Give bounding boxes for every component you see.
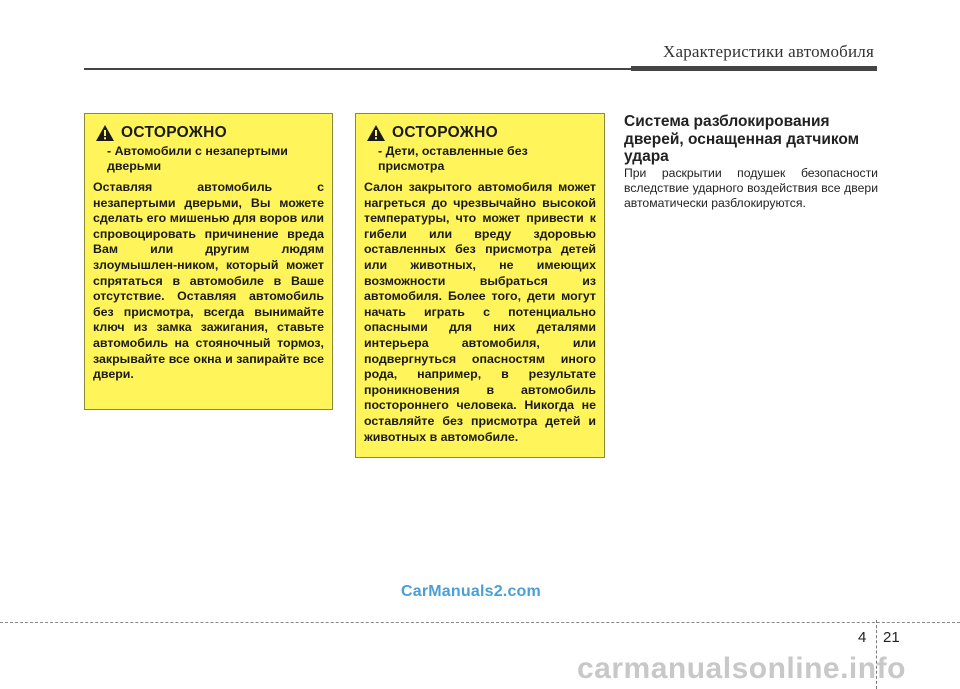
page-header-title: Характеристики автомобиля: [663, 42, 874, 61]
warning-triangle-icon: [366, 124, 386, 142]
warning-box-unlocked-doors: [84, 113, 333, 410]
warning-subtitle: - Автомобили с незапертыми дверьми: [107, 144, 288, 173]
page-number: 21: [883, 629, 900, 646]
footer-watermark-brand: carmanualsonline.info: [577, 652, 906, 685]
chapter-number: 4: [858, 629, 867, 646]
header-rule: [84, 68, 631, 70]
warning-body: Оставляя автомобиль с незапертыми дверьми, Вы можете сделать его мишенью для воров или спровоцировать причинение вреда Вам или другим людям злоумышлен-ником, который может спрятаться в автомобиле в Ваше отсутствие. Оставляя автомобиль без присмотра, всегда вынимайте ключ из замка зажигания, ставьте автомобиль на стояночный тормоз, закрывайте все окна и запирайте все двери.: [93, 180, 324, 382]
header-rule-accent: [631, 66, 877, 71]
warning-header: [366, 124, 604, 142]
watermark-link[interactable]: CarManuals2.com: [401, 583, 541, 600]
warning-box-children: [355, 113, 605, 458]
warning-body: Салон закрытого автомобиля может нагреться до чрезвычайно высокой температуры, что может привести к гибели или вреду здоровью оставленных без присмотра детей или животных, не имеющих возможности выбраться из автомобиля. Более того, дети могут начать играть с потенциально опасными для них деталями интерьера автомобиля, или подвергнуться опасностям иного рода, например, в результате проникновения в автомобиль постороннего человека. Никогда не оставляйте без присмотра детей и животных в автомобиле.: [364, 180, 596, 444]
warning-title: ОСТОРОЖНО: [392, 124, 498, 141]
footer-dashed-rule: [0, 622, 960, 623]
section-body-text: При раскрытии подушек безопасности вследствие ударного воздействия все двери автоматически разблокируются.: [624, 166, 878, 210]
section-heading: Система разблокирования дверей, оснащенная датчиком удара: [624, 113, 860, 165]
warning-header: [95, 124, 332, 142]
warning-title: ОСТОРОЖНО: [121, 124, 227, 141]
warning-subtitle: - Дети, оставленные без присмотра: [378, 144, 528, 173]
warning-triangle-icon: [95, 124, 115, 142]
